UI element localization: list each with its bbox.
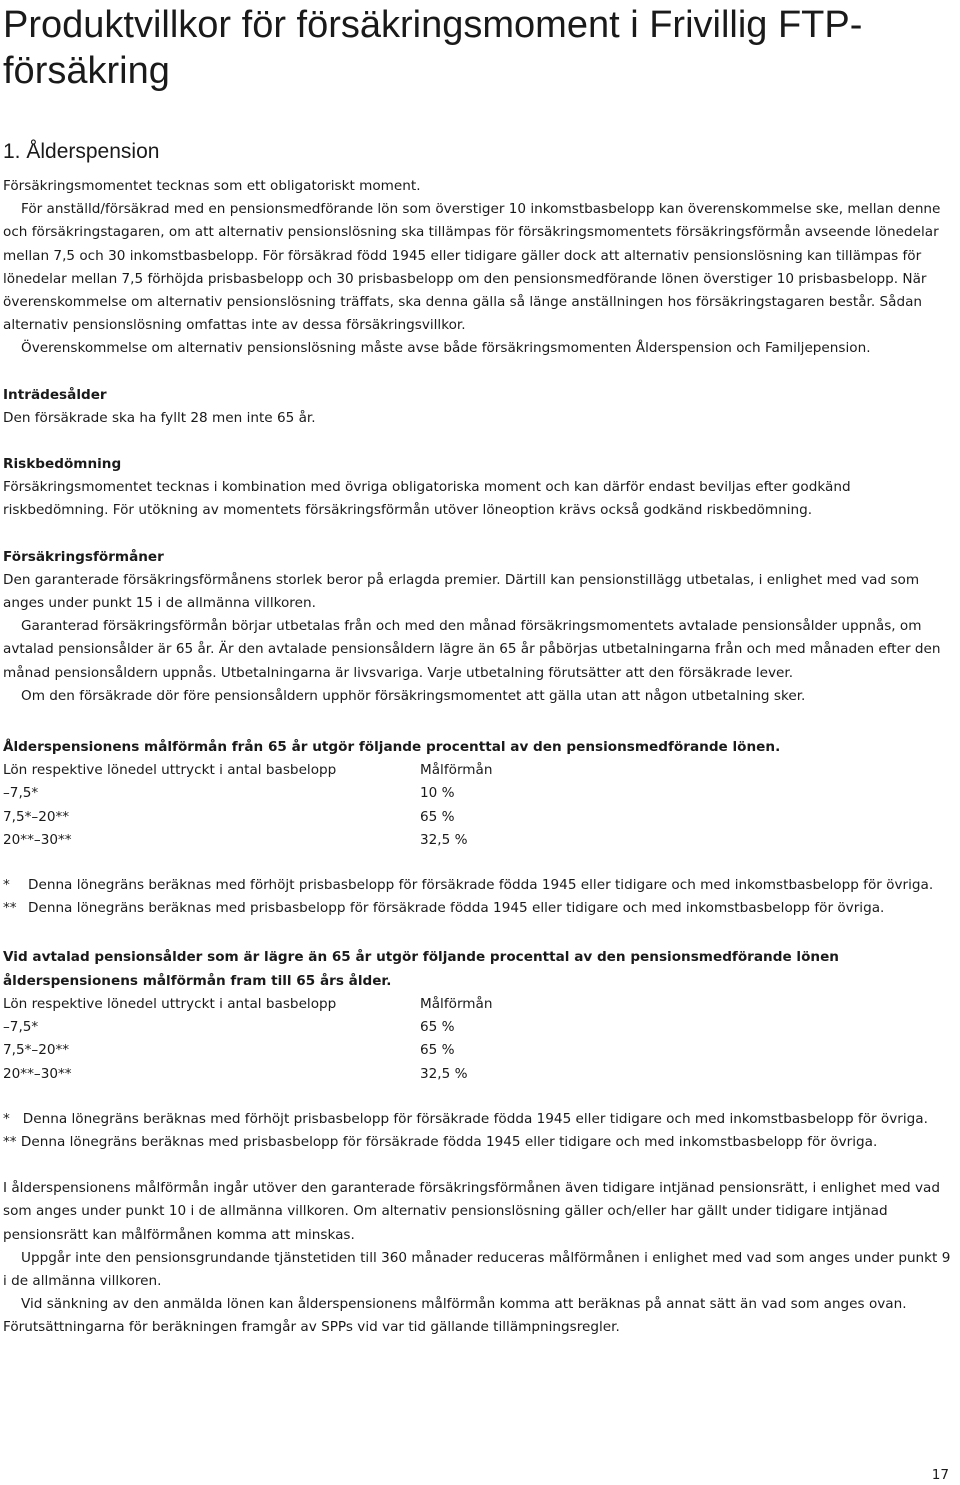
footnote-text: Denna lönegräns beräknas med förhöjt prisbasbelopp för försäkrade födda 1945 eller tidigare och med inkomstbasbelopp för övriga. — [28, 877, 934, 894]
forsakringsformaner-heading: Försäkringsförmåner — [3, 548, 164, 565]
page-number: 17 — [931, 1467, 949, 1483]
forsakringsformaner-paragraph: Om den försäkrade dör före pensionsåldern upphör försäkringsmomentet att gälla utan att någon utbetalning sker. — [21, 687, 806, 704]
table-row-value: 65 % — [420, 1019, 455, 1036]
closing-paragraph: Uppgår inte den pensionsgrundande tjänstetiden till 360 månader reduceras målförmånen i enlighet med vad som anges under punkt 9 i de allmänna villkoren. — [3, 1249, 951, 1289]
closing-paragraph: Vid sänkning av den anmälda lönen kan ålderspensionens målförmån komma att beräknas på annat sätt än vad som anges ovan. Förutsättningarna för beräkningen framgår av SPPs vid var tid gällande tillämpningsregler. — [3, 1296, 907, 1336]
table1-footnote — [3, 874, 953, 897]
closing-paragraph: I ålderspensionens målförmån ingår utöver den garanterade försäkringsförmånen även tidigare intjänad pensionsrätt, i enlighet med vad som anges under punkt 10 i de allmänna villkoren. Om alternativ pensionslösning gäller och/eller har gällt under tidigare intjänad pensionsrätt kan målförmånen komma att minskas. — [3, 1180, 940, 1243]
table1-col1-header: Lön respektive lönedel uttryckt i antal basbelopp — [3, 762, 337, 779]
document-body — [3, 175, 953, 1340]
table-row-range: 7,5*–20** — [3, 1042, 70, 1059]
table1-footnote — [3, 897, 953, 920]
table-row-value: 32,5 % — [420, 1065, 468, 1082]
table-row-range: 7,5*–20** — [3, 808, 70, 825]
riskbedomning-text: Försäkringsmomentet tecknas i kombination med övriga obligatoriska moment och kan därför endast beviljas efter godkänd riskbedömning. För utökning av momentets försäkringsförmån utöver löneoption krävs också godkänd riskbedömning. — [3, 479, 851, 519]
table-row-range: –7,5* — [3, 1019, 39, 1036]
footnote-text: Denna lönegräns beräknas med prisbasbelopp för försäkrade födda 1945 eller tidigare och med inkomstbasbelopp för övriga. — [28, 900, 885, 917]
table-row-value: 10 % — [420, 785, 455, 802]
intro-paragraph: För anställd/försäkrad med en pensionsmedförande lön som överstiger 10 inkomstbasbelopp kan överenskommelse ske, mellan denne och försäkringstagaren, om att alternativ pensionslösning ska tillämpas för försäkringsmomentets försäkringsförmån avseende lönedelar mellan 7,5 och 30 inkomstbasbelopp. För försäkrad född 1945 eller tidigare gäller dock att alternativ pensionslösning kan tillämpas för lönedelar mellan 7,5 förhöjda prisbasbelopp och 30 prisbasbelopp om den pensionsmedförande lönen överstiger 10 prisbasbelopp. När överenskommelse om alternativ pensionslösning träffats, ska denna gälla så länge anställningen hos försäkringstagaren består. Sådan alternativ pensionslösning omfattas inte av dessa försäkringsvillkor. — [3, 201, 941, 334]
riskbedomning-heading: Riskbedömning — [3, 456, 122, 473]
intradesalder-heading: Inträdesålder — [3, 386, 107, 403]
section-title: 1. Ålderspension — [3, 140, 160, 163]
table2-footnote: ** Denna lönegräns beräknas med prisbasbelopp för försäkrade födda 1945 eller tidigare och med inkomstbasbelopp för övriga. — [3, 1133, 878, 1150]
table2-col2-header: Målförmån — [420, 995, 493, 1012]
document-page — [3, 0, 953, 1483]
footnote-mark: * — [3, 877, 10, 894]
intradesalder-text: Den försäkrade ska ha fyllt 28 men inte 65 år. — [3, 409, 316, 426]
table-row-range: 20**–30** — [3, 1065, 72, 1082]
table1-col2-header: Målförmån — [420, 762, 493, 779]
table2 — [3, 993, 953, 1086]
document-title: Produktvillkor för försäkringsmoment i Frivillig FTP-försäkring — [3, 4, 863, 92]
intro-paragraph: Försäkringsmomentet tecknas som ett obligatoriskt moment. — [3, 178, 421, 194]
intro-paragraph: Överenskommelse om alternativ pensionslösning måste avse både försäkringsmomenten Ålderspension och Familjepension. — [21, 340, 871, 357]
footnote-mark: ** — [3, 900, 17, 917]
table2-col1-header: Lön respektive lönedel uttryckt i antal basbelopp — [3, 995, 337, 1012]
table-row-range: 20**–30** — [3, 831, 72, 848]
table-row-value: 65 % — [420, 1042, 455, 1059]
table-row-range: –7,5* — [3, 785, 39, 802]
forsakringsformaner-paragraph: Den garanterade försäkringsförmånens storlek beror på erlagda premier. Därtill kan pensionstillägg utbetalas, i enlighet med vad som anges under punkt 15 i de allmänna villkoren. — [3, 571, 920, 612]
table2-footnote: * Denna lönegräns beräknas med förhöjt prisbasbelopp för försäkrade födda 1945 eller tidigare och med inkomstbasbelopp för övriga. — [3, 1110, 928, 1127]
forsakringsformaner-paragraph: Garanterad försäkringsförmån börjar utbetalas från och med den månad försäkringsmomentets avtalade pensionsålder uppnås, om avtalad pensionsålder är 65 år. Är den avtalade pensionsåldern lägre än 65 år påbörjas utbetalningarna från och med månaden efter den månad pensionsåldern uppnås. Utbetalningarna är livsvariga. Varje utbetalning förutsätter att den försäkrade lever. — [3, 618, 941, 681]
table1-heading: Ålderspensionens målförmån från 65 år utgör följande procenttal av den pensionsmedförande lönen. — [3, 739, 781, 756]
table2-heading: Vid avtalad pensionsålder som är lägre än 65 år utgör följande procenttal av den pensionsmedförande lönen ålderspensionens målförmån fram till 65 års ålder. — [3, 949, 839, 989]
table1 — [3, 759, 953, 852]
table-row-value: 32,5 % — [420, 831, 468, 848]
table-row-value: 65 % — [420, 808, 455, 825]
